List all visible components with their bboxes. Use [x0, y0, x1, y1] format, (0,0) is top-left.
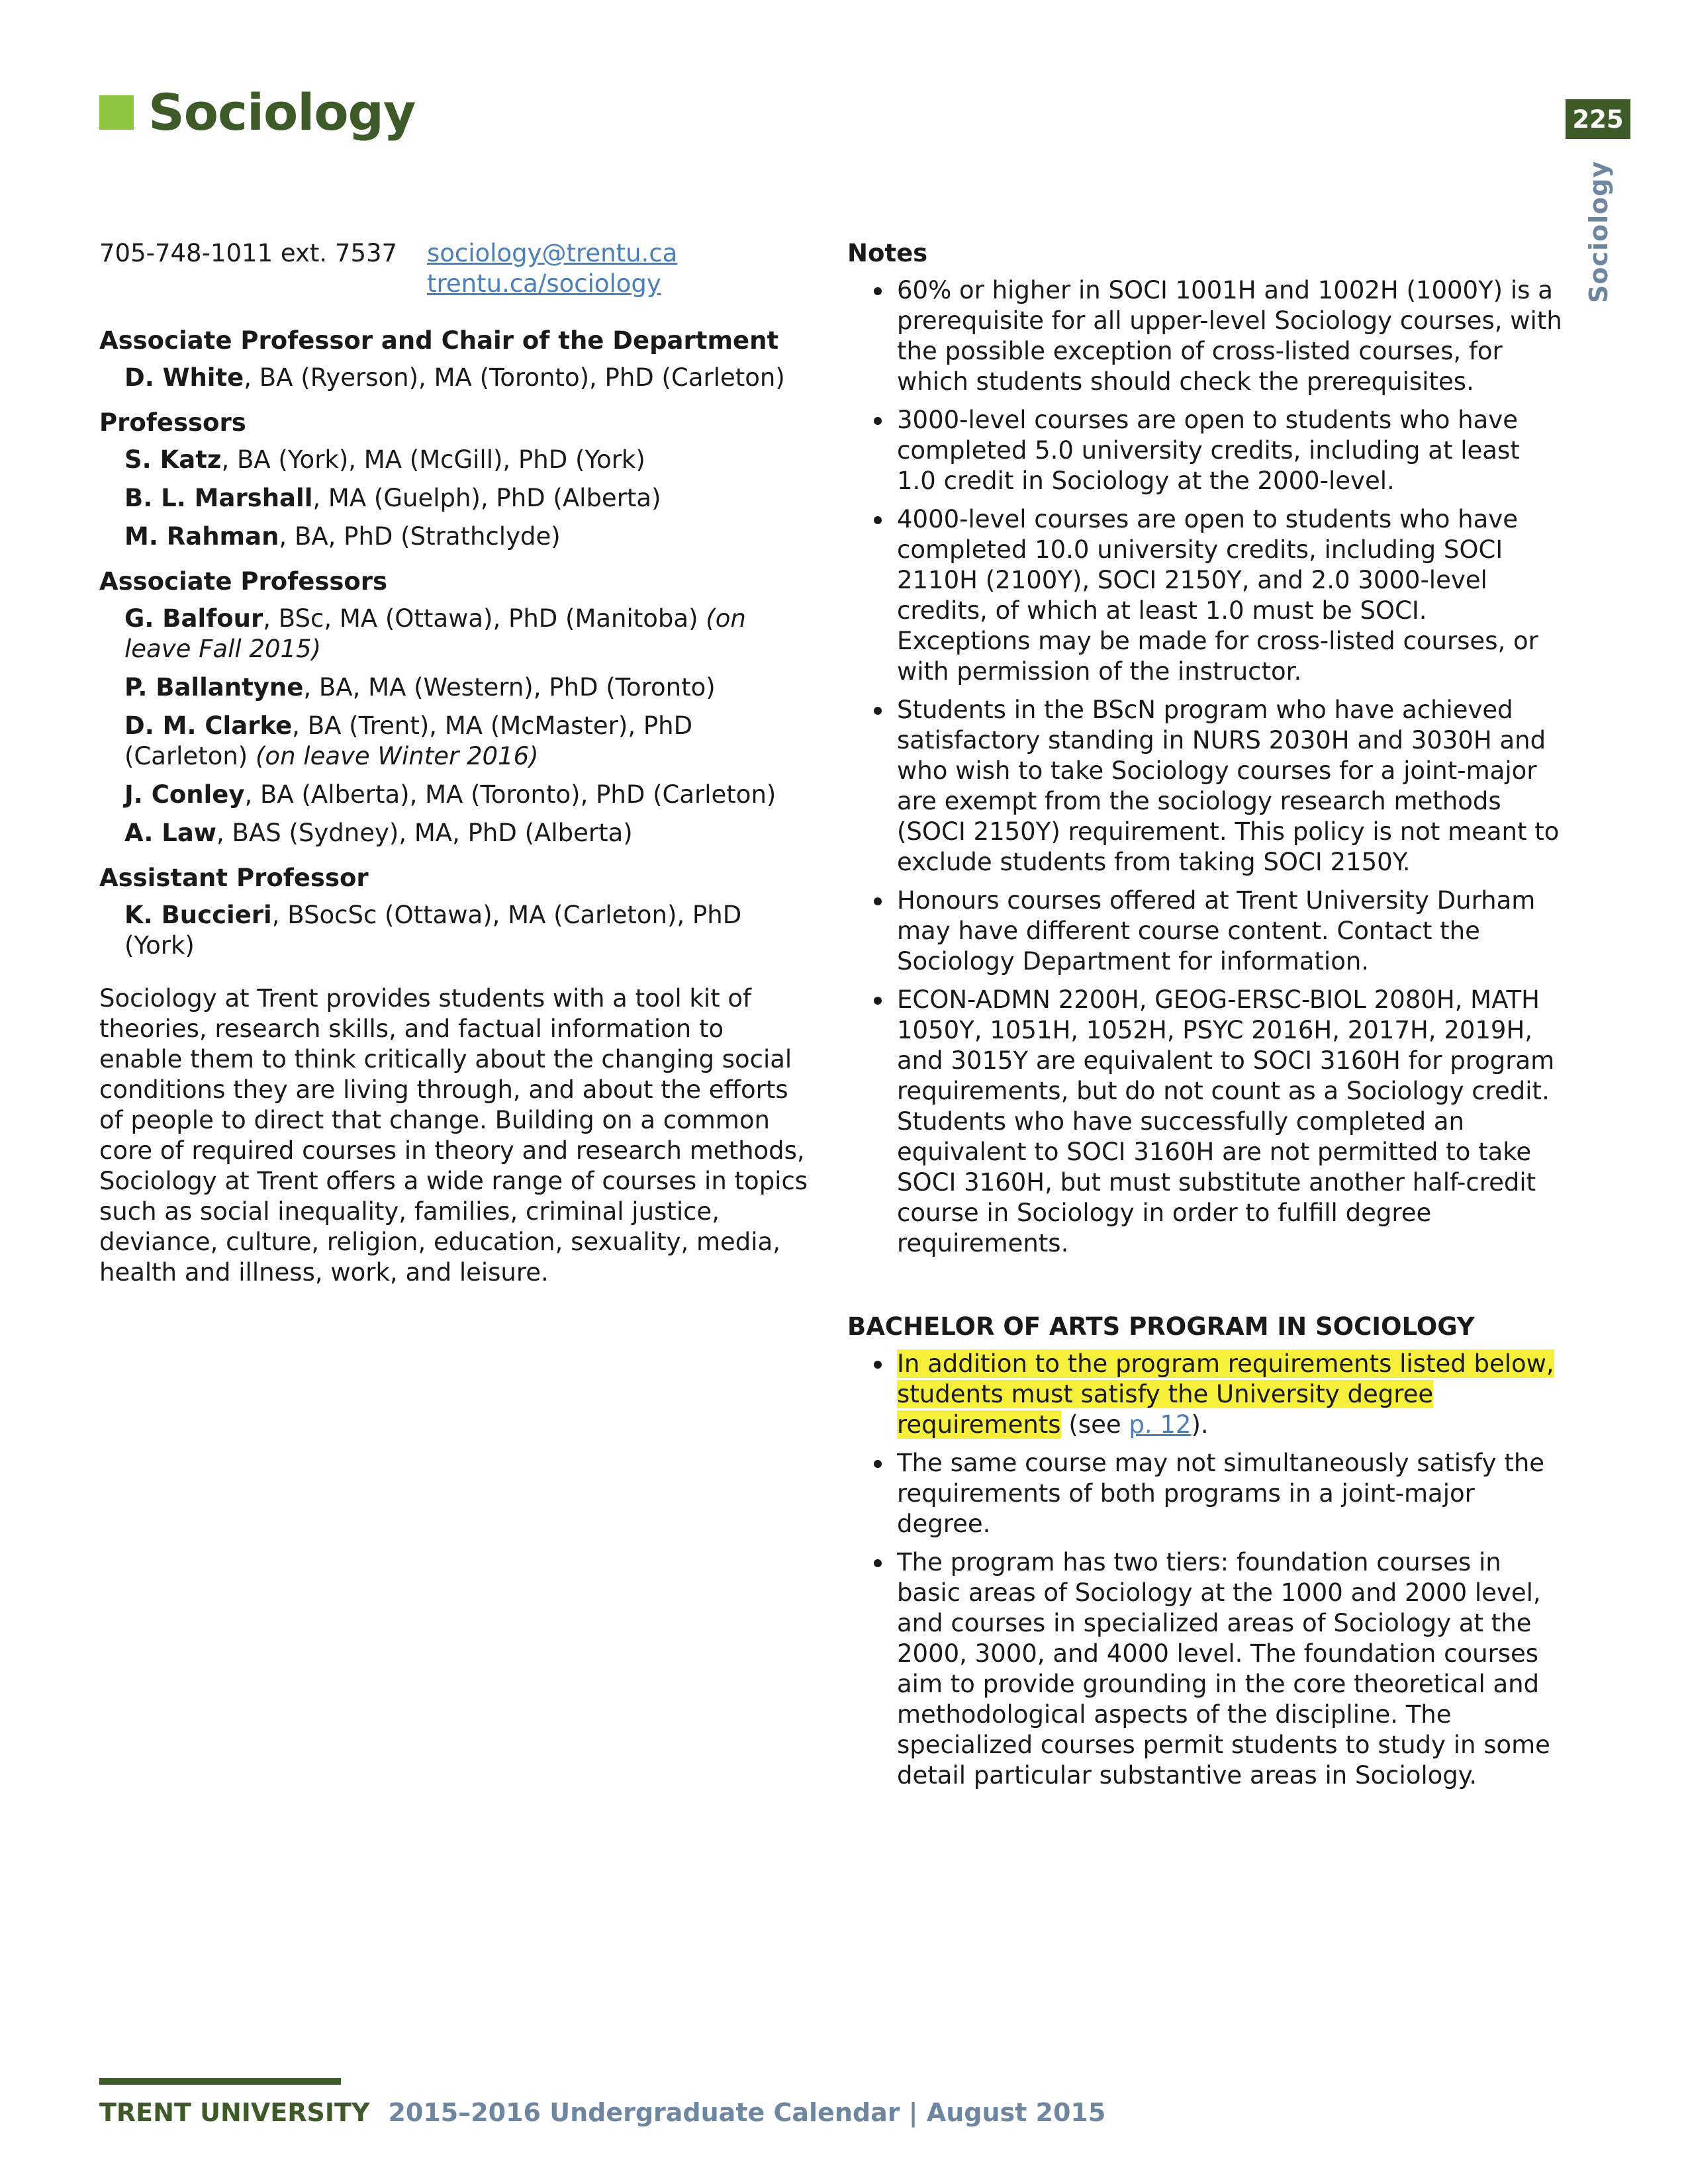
notes-list: [847, 275, 1562, 1259]
list-item: ECON-ADMN 2200H, GEOG-ERSC-BIOL 2080H, MATH 1050Y, 1051H, 1052H, PSYC 2016H, 2017H, 2019H, and 3015Y are equivalent to SOCI 3160H for program requirements, but do not count as a Sociology credit. Students who have successfully completed an equivalent to SOCI 3160H are not permitted to take SOCI 3160H, but must substitute another half-credit course in Sociology in order to fulfill degree requirements.: [847, 985, 1562, 1259]
notes-heading: Notes: [847, 239, 928, 267]
faculty-member: [99, 818, 814, 848]
contact-links: [427, 238, 677, 299]
page-footer: [99, 2098, 1105, 2127]
faculty-member: [99, 711, 814, 772]
intro-paragraph: Sociology at Trent provides students with a tool kit of theories, research skills, and factual information to enable them to think critically about the changing social conditions they are living through, and about the efforts of people to direct that change. Building on a common core of required courses in theory and research methods, Sociology at Trent offers a wide range of courses in topics such as social inequality, families, criminal justice, deviance, culture, religion, education, sexuality, media, health and illness, work, and leisure.: [99, 984, 808, 1287]
leave-note: (on leave Winter 2016): [256, 742, 539, 770]
faculty-name: S. Katz: [124, 445, 222, 474]
highlighted-text: In addition to the program requirements listed below, students must satisfy the University degree requirements: [897, 1349, 1554, 1439]
list-item: Students in the BScN program who have achieved satisfactory standing in NURS 2030H and 3030H and who wish to take Sociology courses for a joint-major are exempt from the sociology research methods (SOCI 2150Y) requirement. This policy is not meant to exclude students from taking SOCI 2150Y.: [847, 695, 1562, 878]
faculty-name: J. Conley: [124, 780, 245, 809]
list-item: 60% or higher in SOCI 1001H and 1002H (1000Y) is a prerequisite for all upper-level Sociology courses, with the possible exception of cross-listed courses, for which students should check the prerequisites.: [847, 275, 1562, 397]
ba-program-heading: BACHELOR OF ARTS PROGRAM IN SOCIOLOGY: [847, 1312, 1475, 1341]
faculty-name: M. Rahman: [124, 522, 279, 551]
footer-university: TRENT UNIVERSITY: [99, 2098, 370, 2127]
list-item: The program has two tiers: foundation courses in basic areas of Sociology at the 1000 and 2000 level, and courses in specialized areas of Sociology at the 2000, 3000, and 4000 level. The foundation courses aim to provide grounding in the core theoretical and methodological aspects of the discipline. The specialized courses permit students to study in some detail particular substantive areas in Sociology.: [847, 1547, 1562, 1791]
faculty-name: K. Buccieri: [124, 901, 272, 929]
faculty-member: [99, 522, 814, 552]
ba-program-list: [847, 1349, 1562, 1791]
footer-rule: [99, 2078, 341, 2085]
faculty-credentials: , BA, PhD (Strathclyde): [279, 522, 561, 551]
faculty-credentials: , BSocSc (Ottawa), MA (Carleton), PhD (York): [124, 901, 742, 960]
professors-heading: Professors: [99, 408, 246, 437]
faculty-name: P. Ballantyne: [124, 673, 304, 702]
faculty-member: [99, 483, 814, 514]
list-item: 3000-level courses are open to students who have completed 5.0 university credits, including at least 1.0 credit in Sociology at the 2000-level.: [847, 405, 1562, 496]
phone-number: 705-748-1011 ext. 7537: [99, 239, 398, 267]
faculty-member: [99, 363, 814, 393]
page-reference-link[interactable]: p. 12: [1129, 1410, 1192, 1439]
faculty-credentials: , BA, MA (Western), PhD (Toronto): [303, 673, 716, 702]
contact-block: [99, 238, 814, 299]
faculty-name: G. Balfour: [124, 604, 263, 633]
faculty-member: [99, 445, 814, 475]
faculty-member: [99, 604, 814, 664]
faculty-credentials: , MA (Guelph), PhD (Alberta): [312, 484, 661, 512]
associate-professors-heading: Associate Professors: [99, 567, 388, 596]
website-link[interactable]: trentu.ca/sociology: [427, 269, 661, 298]
faculty-name: D. White: [124, 363, 244, 392]
faculty-credentials: , BA (Trent), MA (McMaster), PhD (Carleton): [124, 711, 693, 770]
title-square-icon: [99, 95, 134, 130]
leave-note: (on leave Fall 2015): [124, 604, 746, 663]
faculty-member: [99, 780, 814, 810]
assistant-professor-heading: Assistant Professor: [99, 864, 369, 892]
faculty-credentials: , BAS (Sydney), MA, PhD (Alberta): [216, 819, 633, 847]
left-column: [99, 238, 814, 1288]
faculty-name: B. L. Marshall: [124, 484, 313, 512]
email-link[interactable]: sociology@trentu.ca: [427, 239, 678, 267]
list-item: [847, 1349, 1562, 1440]
faculty-credentials: , BA (Alberta), MA (Toronto), PhD (Carleton): [244, 780, 776, 809]
faculty-credentials: , BA (York), MA (McGill), PhD (York): [221, 445, 645, 474]
list-item: 4000-level courses are open to students who have completed 10.0 university credits, including SOCI 2110H (2100Y), SOCI 2150Y, and 2.0 3000-level credits, of which at least 1.0 must be SOCI. Exceptions may be made for cross-listed courses, or with permission of the instructor.: [847, 504, 1562, 687]
faculty-name: D. M. Clarke: [124, 711, 293, 740]
page-number: 225: [1566, 99, 1630, 139]
page-header: [99, 83, 415, 142]
list-item: Honours courses offered at Trent University Durham may have different course content. Contact the Sociology Department for information.: [847, 886, 1562, 977]
side-section-label: Sociology: [1584, 160, 1613, 303]
right-column: [847, 238, 1562, 1799]
list-item: The same course may not simultaneously satisfy the requirements of both programs in a joint-major degree.: [847, 1448, 1562, 1539]
faculty-credentials: , BSc, MA (Ottawa), PhD (Manitoba): [263, 604, 706, 633]
faculty-member: [99, 672, 814, 703]
closing-text: ).: [1191, 1410, 1209, 1439]
footer-calendar: 2015–2016 Undergraduate Calendar | August 2015: [388, 2098, 1106, 2127]
faculty-credentials: , BA (Ryerson), MA (Toronto), PhD (Carleton): [244, 363, 785, 392]
page-title: Sociology: [148, 83, 416, 142]
chair-heading: Associate Professor and Chair of the Department: [99, 326, 779, 355]
see-text: (see: [1060, 1410, 1129, 1439]
faculty-member: [99, 900, 814, 961]
faculty-name: A. Law: [124, 819, 216, 847]
